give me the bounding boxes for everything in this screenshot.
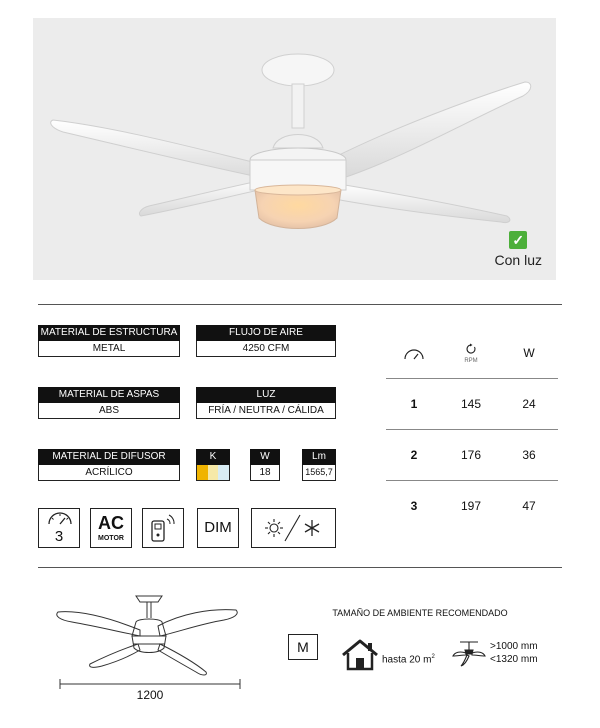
spec-value: ACRÍLICO (38, 465, 180, 481)
speed-cell: 1 (410, 397, 418, 411)
ac-label: AC (98, 513, 124, 533)
dim-label: DIM (204, 519, 232, 536)
top-divider (38, 304, 562, 305)
fan-line-drawing (50, 592, 250, 702)
height-min: >1000 mm (490, 641, 538, 652)
ceiling-fan-image (33, 18, 556, 280)
house-icon (340, 638, 380, 672)
check-icon: ✓ (509, 231, 527, 249)
motor-label: MOTOR (98, 535, 124, 542)
speeds-value: 3 (54, 528, 64, 545)
diameter-label: 1200 (136, 688, 164, 702)
watts-cell: 24 (522, 397, 536, 411)
spec-title: Lm (302, 449, 336, 465)
table-header-row (386, 328, 558, 379)
spec-lumens (302, 449, 336, 481)
spec-color-temperature (196, 449, 230, 481)
spec-title: W (250, 449, 280, 465)
rpm-cell: 145 (460, 397, 482, 411)
table-row (386, 379, 558, 430)
snowflake-icon (305, 520, 319, 536)
watts-cell: 36 (522, 448, 536, 462)
spec-title: FLUJO DE AIRE (196, 325, 336, 341)
ceiling-height-range (490, 640, 538, 666)
spec-structure-material (38, 325, 180, 357)
remote-control-box (142, 508, 184, 548)
dimmable-box (197, 508, 239, 548)
room-area-text: hasta 20 m (382, 654, 432, 666)
header-rpm (442, 328, 500, 379)
rpm-cell: 176 (460, 448, 482, 462)
header-watts: W (523, 346, 535, 360)
with-light-label: Con luz (494, 252, 542, 268)
spec-value: 4250 CFM (196, 341, 336, 357)
speedometer-icon (403, 348, 425, 360)
spec-value: METAL (38, 341, 180, 357)
spec-title: LUZ (196, 387, 336, 403)
spec-light (196, 387, 336, 419)
spec-value: 18 (250, 465, 280, 481)
room-size-title: TAMAÑO DE AMBIENTE RECOMENDADO (332, 608, 508, 618)
warm-swatch (197, 465, 208, 480)
spec-title: MATERIAL DE DIFUSOR (38, 449, 180, 465)
remote-control-icon (143, 509, 183, 547)
speeds-box (38, 508, 80, 548)
spec-airflow (196, 325, 336, 357)
cold-swatch (218, 465, 229, 480)
summer-winter-icons (252, 509, 335, 547)
product-photo (33, 18, 556, 280)
speed-table (386, 328, 558, 532)
room-area-label (382, 654, 435, 665)
speed-cell: 3 (410, 499, 418, 513)
ac-motor-box (90, 508, 132, 548)
spec-value: ABS (38, 403, 180, 419)
room-size-letter-box (288, 634, 318, 660)
rotation-icon (465, 343, 477, 355)
summer-winter-box (251, 508, 336, 548)
rpm-cell: 197 (460, 499, 482, 513)
speed-cell: 2 (410, 448, 418, 462)
table-row (386, 481, 558, 532)
spec-title: MATERIAL DE ESTRUCTURA (38, 325, 180, 341)
spec-title: MATERIAL DE ASPAS (38, 387, 180, 403)
height-max: <1320 mm (490, 654, 538, 665)
with-light-badge (495, 231, 542, 268)
spec-watts (250, 449, 280, 481)
rpm-label: RPM (464, 358, 478, 364)
neutral-swatch (208, 465, 219, 480)
spec-blade-material (38, 387, 180, 419)
spec-diffuser-material (38, 449, 180, 481)
room-size-letter: M (297, 639, 309, 655)
speedometer-icon (47, 512, 73, 526)
ceiling-height-icon (452, 638, 486, 672)
watts-cell: 47 (522, 499, 536, 513)
room-area-unit-sup: 2 (431, 654, 435, 660)
bottom-divider (38, 567, 562, 568)
header-speed (386, 328, 442, 379)
spec-title: K (196, 449, 230, 465)
sun-icon (265, 519, 283, 537)
table-row (386, 430, 558, 481)
divider-slash (285, 515, 300, 541)
spec-value: 1565,7 (302, 465, 336, 481)
spec-value: FRÍA / NEUTRA / CÁLIDA (196, 403, 336, 419)
color-swatches (196, 465, 230, 481)
